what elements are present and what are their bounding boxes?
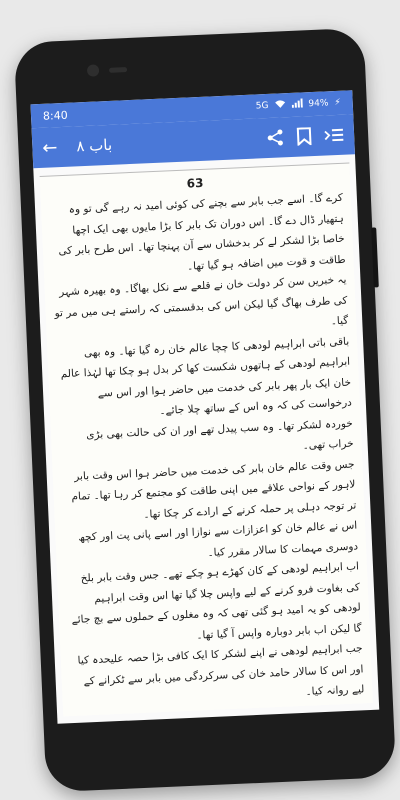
sensor-icon: [109, 67, 127, 73]
signal-icon: [291, 98, 303, 110]
power-button: [371, 227, 379, 287]
camera-icon: [87, 64, 100, 77]
paragraph: جب ابراہیم لودھی نے اپنے لشکر کا ایک کافی بڑا حصہ علیحدہ کیا اور اس کا سالار حامد خان کی سرکردگی میں بابر سے ٹکرانے کے لیے روانہ کیا۔: [77, 642, 365, 698]
toc-icon[interactable]: [324, 126, 345, 145]
share-icon[interactable]: [266, 128, 285, 147]
phone-frame: [14, 28, 396, 793]
chapter-title: باب ۸: [75, 135, 113, 156]
paragraph: جس وقت عالم خان بابر کی خدمت میں حاضر ہوا اس وقت بابر لاہور کے نواحی علاقے میں اپنی طاقت کو مجتمع کر رہا تھا۔ تمام تر توجہ دہلی پر حملہ کرنے کے ارادے کر چکا تھا۔: [71, 458, 357, 521]
battery-label: 94%: [308, 98, 329, 110]
bookmark-icon[interactable]: [296, 127, 313, 146]
paragraph: باقی باتی ابراہیم لودھی کا چچا عالم خان رہ گیا تھا۔ وہ بھی ابراہیم لودھی کے ہاتھوں شکست کھا کر بدل ہو چکا تھا لہٰذا عالم خان ایک بار پھر بابر کی خدمت میں حاضر ہوا اور اس سے درخواست کی کہ وہ اس کے ساتھ چلا جائے۔: [60, 335, 353, 417]
paragraph: خوردہ لشکر تھا۔ وہ سب پیدل تھے اور ان کی حالت بھی بڑی خراب تھی۔: [85, 417, 354, 452]
network-label: 5G: [255, 100, 269, 112]
paragraph: کرے گا۔ اسے جب بابر سے بچنے کی کوئی امید نہ رہے گی تو وہ ہتھیار ڈال دے گا۔ اس دوران تک بابر کا بڑا مایوں بھی ایک اچھا خاصا بڑا لشکر لے کر بدخشاں سے آن پہنچا تھا۔ اس طرح بابر کی طاقت و قوت میں اضافہ ہو گیا تھا۔: [58, 191, 346, 273]
book-page[interactable]: [40, 162, 373, 716]
app-bar-actions: [266, 126, 345, 147]
status-icons: [256, 97, 341, 113]
page-number: 63: [186, 175, 204, 191]
paragraph: یہ خبریں سن کر دولت خان نے قلعے سے نکل بھاگا۔ وہ بھیرہ شہر کی طرف بھاگ گیا لیکن اس کی بدقسمتی کہ راستے ہی میں مر تو گیا۔: [54, 273, 349, 328]
battery-icon: ⚡: [334, 97, 341, 109]
paragraph: اس نے عالم خان کو اعزازات سے نوازا اور اسے پانی پت اور کچھ دوسری مہمات کا سالار مقرر کیا۔: [78, 519, 359, 559]
status-time: 8:40: [42, 108, 68, 123]
back-arrow-icon[interactable]: ←: [41, 136, 58, 159]
paragraph: اب ابراہیم لودھی کے کان کھڑے ہو چکے تھے۔ جس وقت بابر بلخ کی بغاوت فرو کرنے کے لیے واپس چلا گیا تھا اس وقت ابراہیم لودھی کو یہ امید ہو گئی تھی کہ وہ مغلوں کے حملوں سے بچ جائے گا لیکن اب بابر دوبارہ واپس آ گیا تھا۔: [71, 560, 362, 642]
page-text: [41, 183, 373, 713]
wifi-icon: [274, 99, 286, 111]
screen: [31, 90, 380, 723]
